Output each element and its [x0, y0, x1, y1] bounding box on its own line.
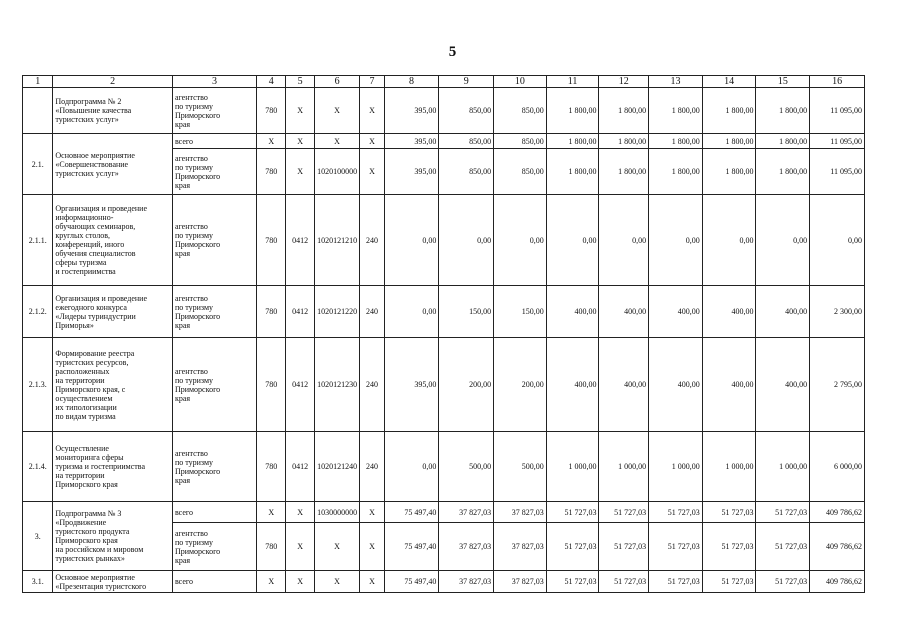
cell-col7: Х [360, 502, 384, 523]
value-cell: 850,00 [439, 88, 494, 134]
cell-col7: Х [360, 149, 384, 195]
cell-col4: 780 [257, 88, 286, 134]
value-cell: 200,00 [439, 338, 494, 432]
cell-col6: 1030000000 [314, 502, 360, 523]
value-cell: 500,00 [494, 432, 547, 502]
cell-col5: 0412 [286, 432, 314, 502]
value-cell: 400,00 [649, 286, 703, 338]
cell-col5: 0412 [286, 195, 314, 286]
value-cell: 1 800,00 [546, 134, 599, 149]
cell-num: 3. [23, 502, 53, 571]
cell-col4: Х [257, 571, 286, 593]
cell-col6: Х [314, 134, 360, 149]
program-name: Осуществление мониторинга сферы туризма и гостеприимства на территории Приморского края [53, 432, 173, 502]
cell-col5: Х [286, 149, 314, 195]
program-name: Организация и проведение информационно- обучающих семинаров, круглых столов, конференций, иного обучения специалистов сферы туризма и гостеприимства [53, 195, 173, 286]
cell-col6: Х [314, 571, 360, 593]
header-cell: 15 [756, 76, 810, 88]
value-cell: 0,00 [384, 195, 439, 286]
value-cell: 51 727,03 [702, 502, 756, 523]
value-cell: 400,00 [649, 338, 703, 432]
cell-num: 2.1.3. [23, 338, 53, 432]
program-name: Подпрограмма № 3 «Продвижение туристского продукта Приморского края на российском и мировом туристских рынках» [53, 502, 173, 571]
program-name: Основное мероприятие «Совершенствование туристских услуг» [53, 134, 173, 195]
value-cell: 409 786,62 [810, 571, 865, 593]
value-cell: 200,00 [494, 338, 547, 432]
value-cell: 0,00 [702, 195, 756, 286]
value-cell: 1 800,00 [756, 149, 810, 195]
header-row [23, 76, 865, 88]
executor: агентство по туризму Приморского края [172, 523, 256, 571]
cell-col4: Х [257, 502, 286, 523]
cell-col5: 0412 [286, 286, 314, 338]
value-cell: 51 727,03 [546, 571, 599, 593]
cell-num: 2.1.4. [23, 432, 53, 502]
value-cell: 1 800,00 [649, 149, 703, 195]
value-cell: 400,00 [546, 286, 599, 338]
value-cell: 850,00 [494, 88, 547, 134]
header-cell: 13 [649, 76, 703, 88]
value-cell: 2 300,00 [810, 286, 865, 338]
value-cell: 51 727,03 [599, 523, 649, 571]
cell-col4: 780 [257, 523, 286, 571]
value-cell: 395,00 [384, 134, 439, 149]
value-cell: 1 800,00 [599, 134, 649, 149]
value-cell: 0,00 [810, 195, 865, 286]
table-row [23, 502, 865, 523]
table-row [23, 134, 865, 149]
value-cell: 11 095,00 [810, 149, 865, 195]
cell-col6: 1020121220 [314, 286, 360, 338]
cell-col5: Х [286, 502, 314, 523]
value-cell: 51 727,03 [702, 571, 756, 593]
executor: агентство по туризму Приморского края [172, 338, 256, 432]
cell-col7: Х [360, 88, 384, 134]
cell-col6: 1020100000 [314, 149, 360, 195]
executor: агентство по туризму Приморского края [172, 432, 256, 502]
value-cell: 0,00 [599, 195, 649, 286]
value-cell: 0,00 [384, 432, 439, 502]
table-row [23, 338, 865, 432]
cell-col7: Х [360, 523, 384, 571]
cell-col7: Х [360, 571, 384, 593]
header-cell: 2 [53, 76, 173, 88]
table-row [23, 88, 865, 134]
value-cell: 1 000,00 [649, 432, 703, 502]
cell-num: 2.1. [23, 134, 53, 195]
value-cell: 0,00 [439, 195, 494, 286]
header-cell: 11 [546, 76, 599, 88]
cell-col6: Х [314, 523, 360, 571]
value-cell: 500,00 [439, 432, 494, 502]
cell-col6: 1020121240 [314, 432, 360, 502]
value-cell: 400,00 [756, 286, 810, 338]
executor: всего [172, 571, 256, 593]
cell-num: 3.1. [23, 571, 53, 593]
cell-col5: 0412 [286, 338, 314, 432]
cell-col5: Х [286, 571, 314, 593]
value-cell: 1 800,00 [599, 88, 649, 134]
header-cell: 3 [172, 76, 256, 88]
header-cell: 14 [702, 76, 756, 88]
executor: агентство по туризму Приморского края [172, 149, 256, 195]
value-cell: 37 827,03 [439, 502, 494, 523]
executor: всего [172, 134, 256, 149]
value-cell: 6 000,00 [810, 432, 865, 502]
program-name: Основное мероприятие «Презентация туристского [53, 571, 173, 593]
value-cell: 1 800,00 [756, 88, 810, 134]
value-cell: 0,00 [546, 195, 599, 286]
value-cell: 51 727,03 [649, 571, 703, 593]
cell-col7: 240 [360, 432, 384, 502]
value-cell: 1 800,00 [599, 149, 649, 195]
program-name: Формирование реестра туристских ресурсов, расположенных на территории Приморского края, с осуществлением их типологизации по видам туризма [53, 338, 173, 432]
value-cell: 1 800,00 [702, 134, 756, 149]
header-cell: 16 [810, 76, 865, 88]
value-cell: 850,00 [439, 134, 494, 149]
cell-col5: Х [286, 523, 314, 571]
executor: агентство по туризму Приморского края [172, 88, 256, 134]
value-cell: 400,00 [756, 338, 810, 432]
executor: всего [172, 502, 256, 523]
page-number: 5 [448, 44, 457, 60]
value-cell: 11 095,00 [810, 88, 865, 134]
value-cell: 2 795,00 [810, 338, 865, 432]
header-cell: 4 [257, 76, 286, 88]
value-cell: 850,00 [439, 149, 494, 195]
value-cell: 1 800,00 [649, 88, 703, 134]
cell-num: 2.1.1. [23, 195, 53, 286]
value-cell: 1 000,00 [546, 432, 599, 502]
value-cell: 51 727,03 [649, 502, 703, 523]
value-cell: 51 727,03 [599, 571, 649, 593]
value-cell: 150,00 [439, 286, 494, 338]
cell-col4: 780 [257, 286, 286, 338]
header-cell: 12 [599, 76, 649, 88]
cell-col4: 780 [257, 338, 286, 432]
header-cell: 9 [439, 76, 494, 88]
value-cell: 1 800,00 [649, 134, 703, 149]
value-cell: 51 727,03 [702, 523, 756, 571]
cell-col5: Х [286, 88, 314, 134]
cell-col4: 780 [257, 432, 286, 502]
table-row [23, 286, 865, 338]
value-cell: 75 497,40 [384, 523, 439, 571]
value-cell: 409 786,62 [810, 523, 865, 571]
value-cell: 51 727,03 [756, 502, 810, 523]
value-cell: 850,00 [494, 134, 547, 149]
value-cell: 37 827,03 [439, 523, 494, 571]
value-cell: 1 800,00 [546, 88, 599, 134]
value-cell: 1 800,00 [702, 149, 756, 195]
executor: агентство по туризму Приморского края [172, 286, 256, 338]
value-cell: 400,00 [702, 338, 756, 432]
value-cell: 1 800,00 [756, 134, 810, 149]
value-cell: 395,00 [384, 149, 439, 195]
value-cell: 51 727,03 [649, 523, 703, 571]
value-cell: 11 095,00 [810, 134, 865, 149]
value-cell: 1 000,00 [756, 432, 810, 502]
program-name: Организация и проведение ежегодного конкурса «Лидеры туриндустрии Приморья» [53, 286, 173, 338]
executor: агентство по туризму Приморского края [172, 195, 256, 286]
value-cell: 395,00 [384, 338, 439, 432]
cell-num: 2.1.2. [23, 286, 53, 338]
value-cell: 37 827,03 [494, 523, 547, 571]
value-cell: 75 497,40 [384, 571, 439, 593]
value-cell: 400,00 [599, 338, 649, 432]
header-cell: 5 [286, 76, 314, 88]
value-cell: 0,00 [494, 195, 547, 286]
value-cell: 51 727,03 [756, 571, 810, 593]
table-row [23, 571, 865, 593]
value-cell: 0,00 [649, 195, 703, 286]
budget-table [22, 75, 865, 593]
value-cell: 0,00 [756, 195, 810, 286]
value-cell: 400,00 [702, 286, 756, 338]
value-cell: 850,00 [494, 149, 547, 195]
value-cell: 51 727,03 [599, 502, 649, 523]
cell-col7: Х [360, 134, 384, 149]
cell-col6: 1020121230 [314, 338, 360, 432]
program-name: Подпрограмма № 2 «Повышение качества туристских услуг» [53, 88, 173, 134]
header-cell: 6 [314, 76, 360, 88]
header-cell: 8 [384, 76, 439, 88]
cell-col5: Х [286, 134, 314, 149]
cell-col6: Х [314, 88, 360, 134]
value-cell: 150,00 [494, 286, 547, 338]
value-cell: 409 786,62 [810, 502, 865, 523]
cell-col7: 240 [360, 338, 384, 432]
value-cell: 395,00 [384, 88, 439, 134]
cell-col4: 780 [257, 149, 286, 195]
cell-num [23, 88, 53, 134]
value-cell: 0,00 [384, 286, 439, 338]
cell-col7: 240 [360, 286, 384, 338]
header-cell: 1 [23, 76, 53, 88]
cell-col4: Х [257, 134, 286, 149]
value-cell: 400,00 [546, 338, 599, 432]
value-cell: 37 827,03 [494, 502, 547, 523]
value-cell: 75 497,40 [384, 502, 439, 523]
header-cell: 10 [494, 76, 547, 88]
header-cell: 7 [360, 76, 384, 88]
value-cell: 1 000,00 [599, 432, 649, 502]
value-cell: 1 800,00 [546, 149, 599, 195]
table-row [23, 432, 865, 502]
value-cell: 400,00 [599, 286, 649, 338]
value-cell: 51 727,03 [546, 523, 599, 571]
table-row [23, 195, 865, 286]
cell-col4: 780 [257, 195, 286, 286]
cell-col6: 1020121210 [314, 195, 360, 286]
value-cell: 1 000,00 [702, 432, 756, 502]
value-cell: 37 827,03 [494, 571, 547, 593]
value-cell: 51 727,03 [546, 502, 599, 523]
value-cell: 37 827,03 [439, 571, 494, 593]
cell-col7: 240 [360, 195, 384, 286]
value-cell: 51 727,03 [756, 523, 810, 571]
value-cell: 1 800,00 [702, 88, 756, 134]
